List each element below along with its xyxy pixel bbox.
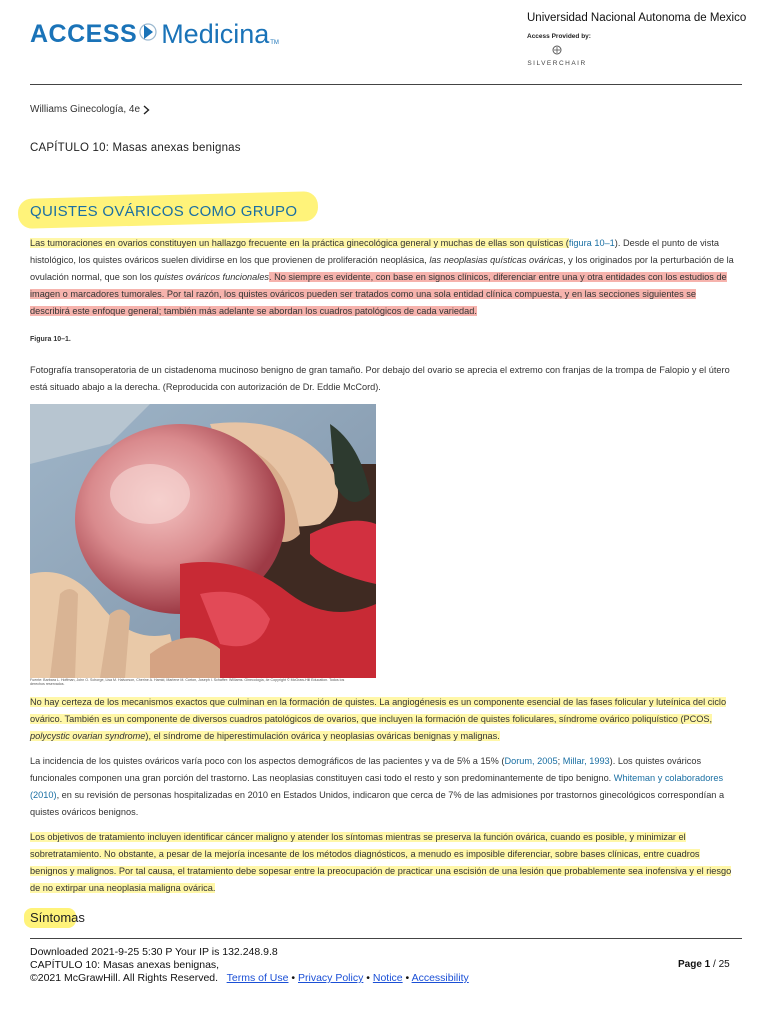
copyright: ©2021 McGrawHill. All Rights Reserved. [30, 972, 219, 984]
subheading-text: Síntomas [30, 910, 85, 925]
millar-link[interactable]: Millar, 1993 [562, 756, 610, 766]
figure-caption: Fotografía transoperatoria de un cistadenoma mucinoso benigno de gran tamaño. Por debajo del ovario se aprecia el extremo con franjas de la trompa de Falopio y el útero está situado abajo a la derecha. (Reproducida con autorización de Dr. Eddie McCord). [30, 365, 730, 392]
page-number [678, 959, 730, 970]
figure-link[interactable]: figura 10–1 [568, 238, 615, 248]
terms-link[interactable]: Terms of Use [226, 972, 289, 984]
p1-text-d: . No siempre es evidente, con base en signos clínicos, diferenciar entre una y otra entidades con los estudios de imagen o marcadores tumorales. Por tal razón, los quistes ováricos pueden ser tratados como una sola entidad clínica compuesta, y en las secciones siguientes se describirá este enfoque general; también más adelante se abordan los cuadros patológicos de cada variedad. [30, 272, 727, 316]
p1-text-c: , y los originados por la perturbación de la ovulación normal, que son los [30, 255, 734, 282]
bullet: • [288, 972, 298, 984]
p1-emphasis-2: quistes ováricos funcionales [154, 272, 270, 282]
header-divider [30, 84, 742, 85]
silverchair-icon [552, 45, 562, 55]
privacy-link[interactable]: Privacy Policy [298, 972, 364, 984]
bullet: • [363, 972, 373, 984]
access-provided-label: Access Provided by: [527, 33, 591, 40]
footer-chapter: CAPÍTULO 10: Masas anexas benignas, [30, 959, 220, 971]
section-title-text: QUISTES OVÁRICOS COMO GRUPO [30, 203, 298, 220]
footer-links [30, 972, 469, 985]
logo-tm: TM [270, 40, 279, 46]
footer-divider [30, 938, 742, 939]
dorum-link[interactable]: Dorum, 2005 [504, 756, 558, 766]
download-info: Downloaded 2021-9-25 5:30 P Your IP is 132.248.9.8 [30, 946, 278, 958]
p3-separator: ; [557, 756, 563, 766]
chevron-right-icon [143, 105, 150, 115]
p3-text-c: , en su revisión de personas hospitalizadas en 2010 en Estados Unidos, indicaron que cerca de 7% de las admisiones por trastornos ginecológicos correspondían a quistes ováricos benignos. [30, 790, 725, 817]
logo-medicina-text: Medicina [161, 18, 270, 49]
figure-credit: Fuente: Barbara L. Hoffman, John O. Schorge, Lisa M. Halvorson, Cherine A. Hamid, Marlene M. Corton, Joseph I. Schaffer: Williams. Ginecología, 4e Copyright © McGraw-Hill Education. Todos los derechos reservados. [30, 678, 345, 687]
breadcrumb[interactable] [30, 104, 150, 115]
p1-text-b: ). Desde el punto de vista histológico, los quistes ováricos suelen dividirse en los que provienen de proliferación neoplásica, [30, 238, 719, 265]
p2-emphasis: polycystic ovarian syndrome [30, 731, 146, 741]
accessibility-link[interactable]: Accessibility [411, 972, 469, 984]
logo-arrow-icon [139, 19, 157, 50]
bullet: • [402, 972, 412, 984]
p2-text-b: ), el síndrome de hiperestimulación ovárica y neoplasias ováricas benignas y malignas. [145, 731, 500, 741]
page-current: Page 1 [678, 959, 711, 970]
whiteman-link[interactable]: Whiteman y colaboradores (2010) [30, 773, 724, 800]
breadcrumb-book[interactable]: Williams Ginecología, 4e [30, 104, 141, 115]
paragraph-objectives [30, 829, 738, 897]
p4-text: Los objetivos de tratamiento incluyen identificar cáncer maligno y atender los síntomas mientras se preserva la función ovárica, cuando es posible, y minimizar el sobretratamiento. No obstante, a pesar de la mejoría incesante de los métodos diagnósticos, a menudo es imposible diferenciar, sobre bases clínicas, entre cuadros benignos y malignos. Por tal causa, el tratamiento debe sopesar entre la preocupación de practicar una escisión de una lesión que probablemente sea inofensiva y el riesgo de no extirpar una neoplasia maligna ovárica. [30, 832, 732, 893]
accessmedicina-logo[interactable] [30, 14, 279, 54]
surgical-photo [30, 404, 376, 678]
paragraph-mechanisms [30, 694, 738, 745]
page-total: / 25 [710, 959, 730, 970]
silverchair-name: SILVERCHAIR [527, 60, 587, 67]
section-subheading [30, 910, 85, 925]
p3-text-b: ). Los quistes ováricos funcionales componen una gran porción del trastorno. Las neoplasias constituyen casi todo el resto y son predominantemente de tipo benigno. [30, 756, 702, 783]
figure-label: Figura 10–1. [30, 336, 71, 343]
footer-info [30, 946, 469, 985]
p1-text-a: Las tumoraciones en ovarios constituyen un hallazgo frecuente en la práctica ginecológica general y muchas de ellas son quísticas ( [30, 238, 569, 248]
p1-emphasis-1: las neoplasias quísticas ováricas [429, 255, 564, 265]
notice-link[interactable]: Notice [372, 972, 403, 984]
silverchair-logo [527, 42, 587, 67]
logo-access-text: ACCESS [30, 19, 138, 48]
institution-name: Universidad Nacional Autonoma de Mexico [527, 12, 747, 24]
p3-text-a: La incidencia de los quistes ováricos varía poco con los aspectos demográficos de las pacientes y va de 5% a 15% ( [30, 756, 505, 766]
p2-text-a: No hay certeza de los mecanismos exactos que culminan en la formación de quistes. La angiogénesis es un componente esencial de las fases folicular y luteínica del ciclo ovárico. También es un componente de diversos cuadros patológicos de ovarios, que incluyen la formación de quistes foliculares, síndrome ovárico poliquístico (PCOS, [30, 697, 727, 724]
paragraph-incidence [30, 753, 738, 821]
chapter-title: CAPÍTULO 10: Masas anexas benignas [30, 142, 241, 154]
section-title [30, 203, 297, 220]
paragraph-intro [30, 235, 738, 320]
